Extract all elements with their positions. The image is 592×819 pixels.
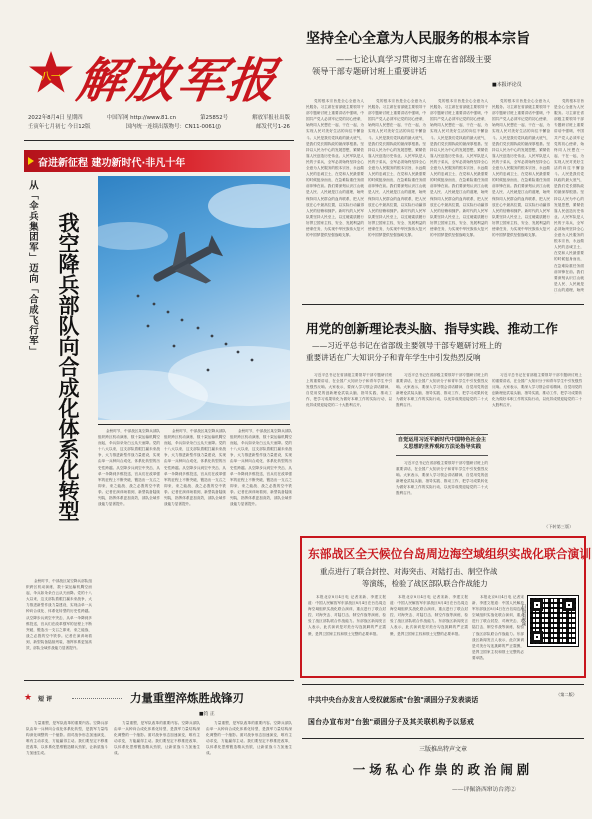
feature-body-col-2: 金秋时节，中部战区某空降兵部队组织跨区机动演练，数十架运输机腾空而起，伞兵如朵朵白云从天而降。党的十八大以来，这支部队着眼打赢未来战争，大力推进新型作战力量建设，实现由单一兵种向合成化、体系化转型的历史性跨越。从空降步兵到空中突击、从单一伞降到多维投送，官兵们在改革强军的征程上不断突破，锻造出一支召之即来、来之能战、战之必胜的空中铁拳。记者在演训场看到，新型装备陆续列装，指挥体系更加高效，部队全域作战能力显著提升。 [164, 429, 226, 507]
qr-finder-bl [531, 631, 543, 643]
publisher: 解放军报社出版 [252, 115, 290, 121]
feature-photo-divider [98, 424, 290, 425]
exercise-title: 东部战区全天候位台岛周边海空域组织实战化联合演训 [308, 547, 592, 561]
lunar-line: 壬寅年七月初七 今日12版 [28, 124, 91, 130]
feature-body-col-1: 金秋时节，中部战区某空降兵部队组织跨区机动演练，数十架运输机腾空而起，伞兵如朵朵白云从天而降。党的十八大以来，这支部队着眼打赢未来战争，大力推进新型作战力量建设，实现由单一兵种向合成化、体系化转型的历史性跨越。从空降步兵到空中突击、从单一伞降到多维投送，官兵们在改革强军的征程上不断突破，锻造出一支召之即来、来之能战、战之必胜的空中铁拳。记者在演训场看到，新型装备陆续列装，指挥体系更加高效，部队全域作战能力显著提升。 [98, 429, 160, 507]
paratroopers-graphic [108, 286, 280, 406]
theory-body-col-1: 习近平总书记在省部级主要领导干部专题研讨班上的重要讲话，在全国广大知识分子和青年学生中引发强烈反响。大家表示，要深入学习领会讲话精神，自觉用党的创新理论武装头脑、指导实践、推动工作，把学习成果转化为做好本职工作的实际行动，以优异成绩迎接党的二十大胜利召开。 [306, 373, 392, 408]
exercise-body-col-3: 本报北京8月4日电 记者宋新、李建文报道：中国人民解放军东部战区8月4日在台岛周边海空域组织实战化联合演训，重点进行了联合封控、对海突击、对陆打击、制空作战等演练，检验了战区部队联合作战能力。东部战区新闻发言人表示，此次演训是对美台勾连挑衅的严正震慑，是捍卫国家主权和领土完整的必要举措。 [472, 595, 524, 660]
news-preheading: 三版推出特声文章 [418, 746, 467, 753]
theory-continued: （下转第三版） [544, 524, 574, 529]
news-divider-mid [302, 738, 584, 739]
feature-headline: 我空降兵部队向合成化体系化转型 [56, 212, 80, 522]
theory-box-title: 自觉运用习近平新时代中国特色社会主义思想的世界观和方法论指导实践 [397, 437, 487, 450]
theory-subtitle-2: 重要讲话在广大知识分子和青年学生中引发热烈反响 [306, 353, 481, 362]
theory-inset-box [396, 434, 488, 456]
news-section-tag: （第二版） [556, 692, 577, 697]
lead-body-col-4: 党的根本宗旨是全心全意为人民服务。习主席在省部级主要领导干部专题研讨班上重要讲话中强调，中国共产党人必须牢记党的初心使命，始终同人民想在一起、干在一起，为实现人民对美好生活的向往不懈奋斗。人民是我们党执政的最大底气，是我们党长期执政的最深厚根基。坚持以人民为中心的发展思想，紧紧依靠人民创造历史伟业。人民军队是人民的子弟兵，全军必须始终坚持全心全意为人民服务的根本宗旨，永远做人民的忠诚卫士，在党和人民最需要的时候挺身而出，在急难险重任务面前冲锋在前。我们要深刻认识江山就是人民、人民就是江山的道理，始终保持同人民群众的血肉联系，把人民放在心中最高位置，以实际行动赢得人民的信赖和拥护。新时代的人民军队要坚持人民至上，以过硬素质履行好捍卫国家主权、安全、发展利益的使命任务，为实现中华民族伟大复兴的中国梦提供坚强战略支撑。 [492, 99, 550, 238]
banner-marker [28, 157, 34, 165]
news-briefs [302, 682, 584, 816]
lead-body-col-1: 党的根本宗旨是全心全意为人民服务。习主席在省部级主要领导干部专题研讨班上重要讲话中强调，中国共产党人必须牢记党的初心使命，始终同人民想在一起、干在一起，为实现人民对美好生活的向往不懈奋斗。人民是我们党执政的最大底气，是我们党长期执政的最深厚根基。坚持以人民为中心的发展思想，紧紧依靠人民创造历史伟业。人民军队是人民的子弟兵，全军必须始终坚持全心全意为人民服务的根本宗旨，永远做人民的忠诚卫士，在党和人民最需要的时候挺身而出，在急难险重任务面前冲锋在前。我们要深刻认识江山就是人民、人民就是江山的道理，始终保持同人民群众的血肉联系，把人民放在心中最高位置，以实际行动赢得人民的信赖和拥护。新时代的人民军队要坚持人民至上，以过硬素质履行好捍卫国家主权、安全、发展利益的使命任务，为实现中华民族伟大复兴的中国梦提供坚强战略支撑。 [306, 99, 364, 238]
exercise-article-box [300, 536, 592, 678]
feature-vertical-subtitle: 从「伞兵集团军」迈向「合成飞行军」 [27, 180, 38, 357]
commentary [24, 684, 294, 814]
lead-subtitle-2: 领导干部专题研讨班上重要讲话 [312, 66, 427, 76]
lead-body-col-5: 党的根本宗旨是全心全意为人民服务。习主席在省部级主要领导干部专题研讨班上重要讲话中强调，中国共产党人必须牢记党的初心使命，始终同人民想在一起、干在一起，为实现人民对美好生活的向往不懈奋斗。人民是我们党执政的最大底气，是我们党长期执政的最深厚根基。坚持以人民为中心的发展思想，紧紧依靠人民创造历史伟业。人民军队是人民的子弟兵，全军必须始终坚持全心全意为人民服务的根本宗旨，永远做人民的忠诚卫士，在党和人民最需要的时候挺身而出，在急难险重任务面前冲锋在前。我们要深刻认识江山就是人民、人民就是江山的道理，始终 [554, 99, 584, 292]
feature-vertical-title [46, 212, 88, 632]
news-divider-top [302, 684, 584, 685]
commentary-tag: ★ 短 评 [24, 693, 53, 703]
qr-code[interactable] [528, 596, 578, 646]
theory-body-col-2b: 习近平总书记在省部级主要领导干部专题研讨班上的重要讲话，在全国广大知识分子和青年学生中引发强烈反响。大家表示，要深入学习领会讲话精神，自觉用党的创新理论武装头脑、指导实践、推动工作，把学习成果转化为做好本职工作的实际行动，以优异成绩迎接党的二十大胜利召开。 [396, 461, 488, 496]
date-line: 2022年8月4日 星期四 [28, 115, 83, 121]
qr-label: 扫码看视频 [521, 604, 526, 626]
svg-text:八一: 八一 [41, 72, 61, 83]
commentary-dots [72, 698, 122, 699]
paper-title: 解放军报 [73, 53, 282, 109]
feature-body-col-left: 金秋时节，中部战区某空降兵部队组织跨区机动演练，数十架运输机腾空而起，伞兵如朵朵白云从天而降。党的十八大以来，这支部队着眼打赢未来战争，大力推进新型作战力量建设，实现由单一兵种向合成化、体系化转型的历史性跨越。从空降步兵到空中突击、从单一伞降到多维投送，官兵们在改革强军的征程上不断突破，锻造出一支召之即来、来之能战、战之必胜的空中铁拳。记者在演训场看到，新型装备陆续列装，指挥体系更加高效，部队全域作战能力显著提升。 [26, 579, 92, 651]
lead-editorial [302, 28, 584, 298]
theory-title: 用党的创新理论表头脑、指导实践、推动工作 [306, 321, 558, 336]
commentary-body-col-1: 力量重塑，是军队改革的重要内容。空降兵部队由单一兵种向合成化体系化转型，是我军力量结构深化调整的一个缩影。面对战争形态加速演变，唯有主动求变，方能赢得主动。我们要坚定不移推进改革，以体系化思维锻造精兵劲旅，让新质战斗力加速生成。 [26, 721, 108, 756]
site-line: 中国军网 http://www.81.cn [106, 115, 176, 121]
theory-body-col-3: 习近平总书记在省部级主要领导干部专题研讨班上的重要讲话，在全国广大知识分子和青年学生中引发强烈反响。大家表示，要深入学习领会讲话精神，自觉用党的创新理论武装头脑、指导实践、推动工作，把学习成果转化为做好本职工作的实际行动，以优异成绩迎接党的二十大胜利召开。 [492, 373, 582, 408]
news-item-2[interactable]: 国台办宣布对"台独"顽固分子及其关联机构予以惩戒 [308, 718, 475, 726]
commentary-body-col-3: 力量重塑，是军队改革的重要内容。空降兵部队由单一兵种向合成化体系化转型，是我军力量结构深化调整的一个缩影。面对战争形态加速演变，唯有主动求变，方能赢得主动。我们要坚定不移推进改革，以体系化思维锻造精兵劲旅，让新质战斗力加速生成。 [206, 721, 292, 756]
masthead-divider [24, 140, 294, 141]
lead-bottom-divider [302, 304, 584, 305]
news-item-1[interactable]: 中共中央台办发言人受权就惩戒"台独"顽固分子发表谈话 [308, 696, 479, 704]
commentary-star-icon: ★ [24, 693, 33, 703]
feature-photo [98, 176, 290, 420]
news-headline[interactable]: 一场私心作祟的政治闹剧 [352, 762, 534, 777]
issue-info [28, 114, 290, 132]
lead-title: 坚持全心全意为人民服务的根本宗旨 [306, 31, 530, 47]
commentary-byline: ■钧 正 [199, 712, 215, 717]
lead-body-col-2: 党的根本宗旨是全心全意为人民服务。习主席在省部级主要领导干部专题研讨班上重要讲话中强调，中国共产党人必须牢记党的初心使命，始终同人民想在一起、干在一起，为实现人民对美好生活的向往不懈奋斗。人民是我们党执政的最大底气，是我们党长期执政的最深厚根基。坚持以人民为中心的发展思想，紧紧依靠人民创造历史伟业。人民军队是人民的子弟兵，全军必须始终坚持全心全意为人民服务的根本宗旨，永远做人民的忠诚卫士，在党和人民最需要的时候挺身而出，在急难险重任务面前冲锋在前。我们要深刻认识江山就是人民、人民就是江山的道理，始终保持同人民群众的血肉联系，把人民放在心中最高位置，以实际行动赢得人民的信赖和拥护。新时代的人民军队要坚持人民至上，以过硬素质履行好捍卫国家主权、安全、发展利益的使命任务，为实现中华民族伟大复兴的中国梦提供坚强战略支撑。 [368, 99, 426, 238]
feature-banner-text: 奋进新征程 建功新时代·非凡十年 [38, 158, 186, 169]
exercise-body-col-2: 本报北京8月4日电 记者宋新、李建文报道：中国人民解放军东部战区8月4日在台岛周边海空域组织实战化联合演训，重点进行了联合封控、对海突击、对陆打击、制空作战等演练，检验了战区部队联合作战能力。东部战区新闻发言人表示，此次演训是对美台勾连挑衅的严正震慑，是捍卫国家主权和领土完整的必要举措。 [390, 595, 468, 636]
lead-subtitle-1: ——七论认真学习贯彻习主席在省部级主要 [336, 54, 492, 64]
feature-banner [24, 150, 290, 172]
theory-article [302, 310, 584, 536]
exercise-subtitle-2: 等演练，检验了战区部队联合作战能力 [362, 579, 488, 588]
feature-bottom-divider [24, 680, 294, 681]
army-star-emblem [28, 50, 74, 94]
theory-body-col-2: 习近平总书记在省部级主要领导干部专题研讨班上的重要讲话，在全国广大知识分子和青年学生中引发强烈反响。大家表示，要深入学习领会讲话精神，自觉用党的创新理论武装头脑、指导实践、推动工作，把学习成果转化为做好本职工作的实际行动，以优异成绩迎接党的二十大胜利召开。 [396, 373, 488, 408]
cn-number: 国内统一连续出版物号：CN11-0061(J) [125, 124, 222, 130]
feature-body-col-3: 金秋时节，中部战区某空降兵部队组织跨区机动演练，数十架运输机腾空而起，伞兵如朵朵白云从天而降。党的十八大以来，这支部队着眼打赢未来战争，大力推进新型作战力量建设，实现由单一兵种向合成化、体系化转型的历史性跨越。从空降步兵到空中突击、从单一伞降到多维投送，官兵们在改革强军的征程上不断突破，锻造出一支召之即来、来之能战、战之必胜的空中铁拳。记者在演训场看到，新型装备陆续列装，指挥体系更加高效，部队全域作战能力显著提升。 [230, 429, 292, 507]
theory-subtitle-1: ——习近平总书记在省部级主要领导干部专题研讨班上的 [312, 341, 502, 350]
news-byline: ——评佩洛西窜访台湾② [452, 787, 516, 793]
qr-finder-tr [563, 599, 575, 611]
masthead [0, 0, 295, 145]
lead-byline: ■本报评论员 [492, 82, 522, 88]
commentary-title: 力量重塑淬炼胜战锋刃 [130, 691, 244, 705]
qr-finder-tl [531, 599, 543, 611]
issue-number: 第25852号 [200, 115, 229, 121]
lead-body-col-3: 党的根本宗旨是全心全意为人民服务。习主席在省部级主要领导干部专题研讨班上重要讲话中强调，中国共产党人必须牢记党的初心使命，始终同人民想在一起、干在一起，为实现人民对美好生活的向往不懈奋斗。人民是我们党执政的最大底气，是我们党长期执政的最深厚根基。坚持以人民为中心的发展思想，紧紧依靠人民创造历史伟业。人民军队是人民的子弟兵，全军必须始终坚持全心全意为人民服务的根本宗旨，永远做人民的忠诚卫士，在党和人民最需要的时候挺身而出，在急难险重任务面前冲锋在前。我们要深刻认识江山就是人民、人民就是江山的道理，始终保持同人民群众的血肉联系，把人民放在心中最高位置，以实际行动赢得人民的信赖和拥护。新时代的人民军队要坚持人民至上，以过硬素质履行好捍卫国家主权、安全、发展利益的使命任务，为实现中华民族伟大复兴的中国梦提供坚强战略支撑。 [430, 99, 488, 238]
exercise-body-col-1: 本报北京8月4日电 记者宋新、李建文报道：中国人民解放军东部战区8月4日在台岛周边海空域组织实战化联合演训，重点进行了联合封控、对海突击、对陆打击、制空作战等演练，检验了战区部队联合作战能力。东部战区新闻发言人表示，此次演训是对美台勾连挑衅的严正震慑，是捍卫国家主权和领土完整的必要举措。 [308, 595, 386, 636]
commentary-body-col-2: 力量重塑，是军队改革的重要内容。空降兵部队由单一兵种向合成化体系化转型，是我军力量结构深化调整的一个缩影。面对战争形态加速演变，唯有主动求变，方能赢得主动。我们要坚定不移推进改革，以体系化思维锻造精兵劲旅，让新质战斗力加速生成。 [114, 721, 200, 756]
exercise-subtitle-1: 重点进行了联合封控、对海突击、对陆打击、制空作战 [320, 567, 498, 576]
postal-code: 邮发代号1-26 [256, 124, 290, 130]
